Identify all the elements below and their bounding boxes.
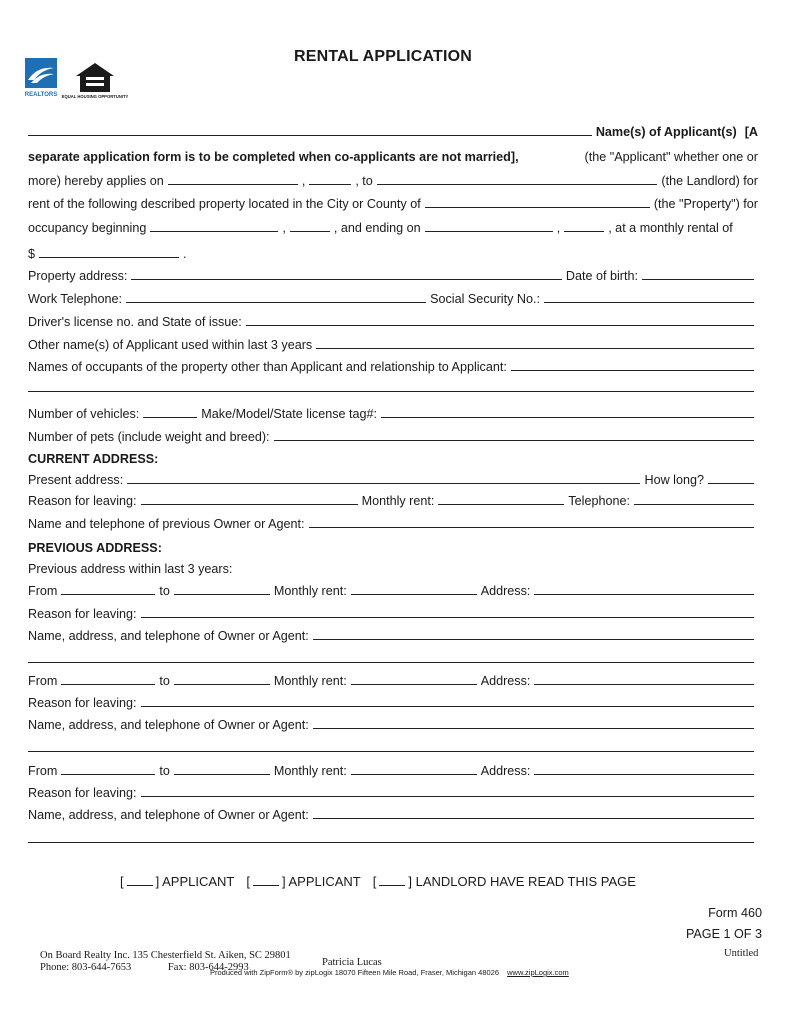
rent-of-label: rent of the following described property located in the City or County of — [28, 197, 421, 211]
occupants-field[interactable] — [511, 369, 754, 371]
form-number: Form 460 — [708, 906, 762, 920]
reason-field[interactable] — [141, 616, 754, 618]
previous-owner-label: Name and telephone of previous Owner or Agent: — [28, 517, 305, 531]
drivers-license-line — [28, 311, 758, 329]
agent-name: Patricia Lucas — [322, 957, 382, 968]
occupants-line — [28, 356, 758, 374]
monthly-rent-field[interactable] — [438, 503, 564, 505]
from-field[interactable] — [61, 773, 155, 775]
ending-on-label: , and ending on — [333, 221, 421, 235]
address-label: Address: — [480, 674, 531, 688]
property-address-label: Property address: — [28, 269, 128, 283]
monthly-rent-field[interactable] — [351, 593, 477, 595]
drivers-license-label: Driver's license no. and State of issue: — [28, 315, 242, 329]
produced-with-line — [210, 968, 569, 977]
pets-line — [28, 426, 758, 444]
prev3-from-line — [28, 760, 758, 778]
make-model-label: Make/Model/State license tag#: — [201, 407, 378, 421]
owner-agent-label: Name, address, and telephone of Owner or Agent: — [28, 629, 309, 643]
realtors-logo-text: REALTORS — [24, 92, 58, 98]
applicant2-initials-field[interactable] — [253, 884, 279, 886]
monthly-rent-field[interactable] — [351, 773, 477, 775]
to-label: , to — [355, 174, 373, 188]
monthly-rent-label: Monthly rent: — [361, 494, 435, 508]
to-field[interactable] — [174, 683, 270, 685]
produced-with-text: Produced with ZipForm® by zipLogix 18070 Fifteen Mile Road, Fraser, Michigan 48026 — [210, 968, 500, 977]
document-name: Untitled — [724, 948, 759, 959]
to-field[interactable] — [174, 593, 270, 595]
occupancy-end-year-field[interactable] — [564, 230, 604, 232]
vehicles-label: Number of vehicles: — [28, 407, 140, 421]
occupancy-end-field[interactable] — [425, 230, 553, 232]
applies-on-label: more) hereby applies on — [28, 174, 164, 188]
address-field[interactable] — [534, 683, 754, 685]
company-phone: Phone: 803-644-7653 — [40, 962, 132, 973]
dollar-line — [28, 243, 758, 261]
bracket-open: [ — [246, 874, 250, 889]
separate-application-text: separate application form is to be completed when co-applicants are not married], — [28, 150, 519, 164]
form-title: RENTAL APPLICATION — [293, 48, 473, 65]
monthly-rental-field[interactable] — [39, 256, 179, 258]
date-of-birth-field[interactable] — [642, 278, 754, 280]
ziplogix-link[interactable]: www.zipLogix.com — [507, 968, 569, 977]
company-line: On Board Realty Inc. 135 Chesterfield St. Aiken, SC 29801 — [40, 950, 291, 961]
comma: , — [282, 221, 286, 235]
date-of-birth-label: Date of birth: — [565, 269, 638, 283]
owner-agent-field[interactable] — [313, 638, 754, 640]
landlord-initials-label: ] LANDLORD HAVE READ THIS PAGE — [408, 874, 636, 889]
vehicles-line — [28, 403, 758, 421]
to-field[interactable] — [174, 773, 270, 775]
monthly-rent-label: Monthly rent: — [273, 584, 347, 598]
occupants-label: Names of occupants of the property other than Applicant and relationship to Applicant: — [28, 360, 507, 374]
occupancy-start-year-field[interactable] — [290, 230, 330, 232]
present-address-field[interactable] — [127, 482, 640, 484]
reason-field[interactable] — [141, 705, 754, 707]
previous-owner-line — [28, 513, 758, 531]
reason-field[interactable] — [141, 503, 358, 505]
address-field[interactable] — [534, 773, 754, 775]
applies-on-line — [28, 170, 758, 188]
previous-owner-field[interactable] — [309, 526, 754, 528]
prev1-reason-line — [28, 603, 758, 621]
prev1-from-line — [28, 580, 758, 598]
from-label: From — [28, 764, 58, 778]
reason-label: Reason for leaving: — [28, 696, 137, 710]
reason-label: Reason for leaving: — [28, 786, 137, 800]
prev2-owner-line-2 — [28, 737, 758, 755]
other-names-line — [28, 334, 758, 352]
comma: , — [301, 174, 306, 188]
telephone-label: Telephone: — [568, 494, 630, 508]
page-number: PAGE 1 OF 3 — [685, 927, 762, 941]
vehicles-field[interactable] — [143, 416, 197, 418]
property-label: (the "Property") for — [653, 197, 758, 211]
prev1-owner-line — [28, 625, 758, 643]
applies-on-date-field[interactable] — [168, 183, 298, 185]
reason-label: Reason for leaving: — [28, 607, 137, 621]
from-field[interactable] — [61, 683, 155, 685]
occupants-field-2[interactable] — [28, 390, 754, 392]
occupants-line-2 — [28, 377, 758, 395]
separate-application-line — [28, 146, 758, 164]
owner-agent-field[interactable] — [313, 727, 754, 729]
pets-label: Number of pets (include weight and breed): — [28, 430, 270, 444]
form-number-block — [686, 903, 762, 945]
prev2-from-line — [28, 670, 758, 688]
from-label: From — [28, 584, 58, 598]
bracket-a: [A — [744, 125, 758, 139]
prev3-owner-line — [28, 804, 758, 822]
monthly-rent-label: Monthly rent: — [273, 674, 347, 688]
owner-agent-field-2[interactable] — [28, 750, 754, 752]
previous-within-line — [28, 558, 758, 576]
current-reason-line — [28, 490, 758, 508]
dollar-sign: $ — [28, 247, 36, 261]
property-location-line — [28, 193, 758, 211]
occupancy-start-field[interactable] — [150, 230, 278, 232]
to-label: to — [159, 764, 170, 778]
period: . — [183, 247, 187, 261]
owner-agent-field[interactable] — [313, 817, 754, 819]
comma: , — [556, 221, 561, 235]
prev1-owner-line-2 — [28, 648, 758, 666]
current-address-heading: CURRENT ADDRESS: — [28, 452, 159, 466]
applicant-names-field[interactable] — [28, 134, 592, 136]
owner-agent-field-2[interactable] — [28, 841, 754, 843]
other-names-label: Other name(s) of Applicant used within last 3 years — [28, 338, 313, 352]
to-label: to — [159, 584, 170, 598]
initials-row — [120, 874, 636, 889]
present-address-line — [28, 469, 758, 487]
previous-address-heading: PREVIOUS ADDRESS: — [28, 541, 162, 555]
monthly-rental-label: , at a monthly rental of — [608, 221, 733, 235]
owner-agent-field-2[interactable] — [28, 661, 754, 663]
address-label: Address: — [480, 764, 531, 778]
from-label: From — [28, 674, 58, 688]
how-long-label: How long? — [644, 473, 704, 487]
previous-within-label: Previous address within last 3 years: — [28, 562, 233, 576]
owner-agent-label: Name, address, and telephone of Owner or Agent: — [28, 718, 309, 732]
applies-on-year-field[interactable] — [309, 183, 351, 185]
how-long-field[interactable] — [708, 482, 754, 484]
property-address-field[interactable] — [131, 278, 561, 280]
prev3-owner-line-2 — [28, 828, 758, 846]
monthly-rent-field[interactable] — [351, 683, 477, 685]
reason-field[interactable] — [141, 795, 754, 797]
applicant2-initials-label: ] APPLICANT — [282, 874, 361, 889]
applicant1-initials-label: ] APPLICANT — [155, 874, 235, 889]
make-model-field[interactable] — [381, 416, 754, 418]
pets-field[interactable] — [274, 439, 754, 441]
prev2-owner-line — [28, 714, 758, 732]
telephone-field[interactable] — [634, 503, 754, 505]
monthly-rent-label: Monthly rent: — [273, 764, 347, 778]
landlord-name-field[interactable] — [377, 183, 658, 185]
landlord-initials-field[interactable] — [379, 884, 405, 886]
occupancy-line — [28, 217, 758, 235]
ssn-field[interactable] — [544, 301, 754, 303]
property-address-line — [28, 265, 758, 283]
to-label: to — [159, 674, 170, 688]
applicants-line — [28, 121, 758, 139]
other-names-field[interactable] — [316, 347, 754, 349]
city-county-field[interactable] — [425, 206, 650, 208]
owner-agent-label: Name, address, and telephone of Owner or Agent: — [28, 808, 309, 822]
ssn-label: Social Security No.: — [430, 292, 540, 306]
bracket-open: [ — [372, 874, 377, 889]
applicants-label: Name(s) of Applicant(s) — [595, 125, 737, 139]
landlord-label: (the Landlord) for — [661, 174, 758, 188]
work-telephone-line — [28, 288, 758, 306]
applicant1-initials-field[interactable] — [127, 884, 153, 886]
present-address-label: Present address: — [28, 473, 124, 487]
from-field[interactable] — [61, 593, 155, 595]
prev3-reason-line — [28, 782, 758, 800]
reason-label: Reason for leaving: — [28, 494, 137, 508]
prev2-reason-line — [28, 692, 758, 710]
company-fax: Fax: 803-644-2993 — [167, 962, 249, 973]
work-telephone-field[interactable] — [126, 301, 426, 303]
address-label: Address: — [480, 584, 531, 598]
equal-housing-logo-text: EQUAL HOUSING OPPORTUNITY — [61, 94, 129, 99]
applicant-definition: (the "Applicant" whether one or — [584, 150, 758, 164]
work-telephone-label: Work Telephone: — [28, 292, 123, 306]
bracket-open: [ — [120, 874, 124, 889]
occupancy-label: occupancy beginning — [28, 221, 147, 235]
address-field[interactable] — [534, 593, 754, 595]
drivers-license-field[interactable] — [246, 324, 754, 326]
